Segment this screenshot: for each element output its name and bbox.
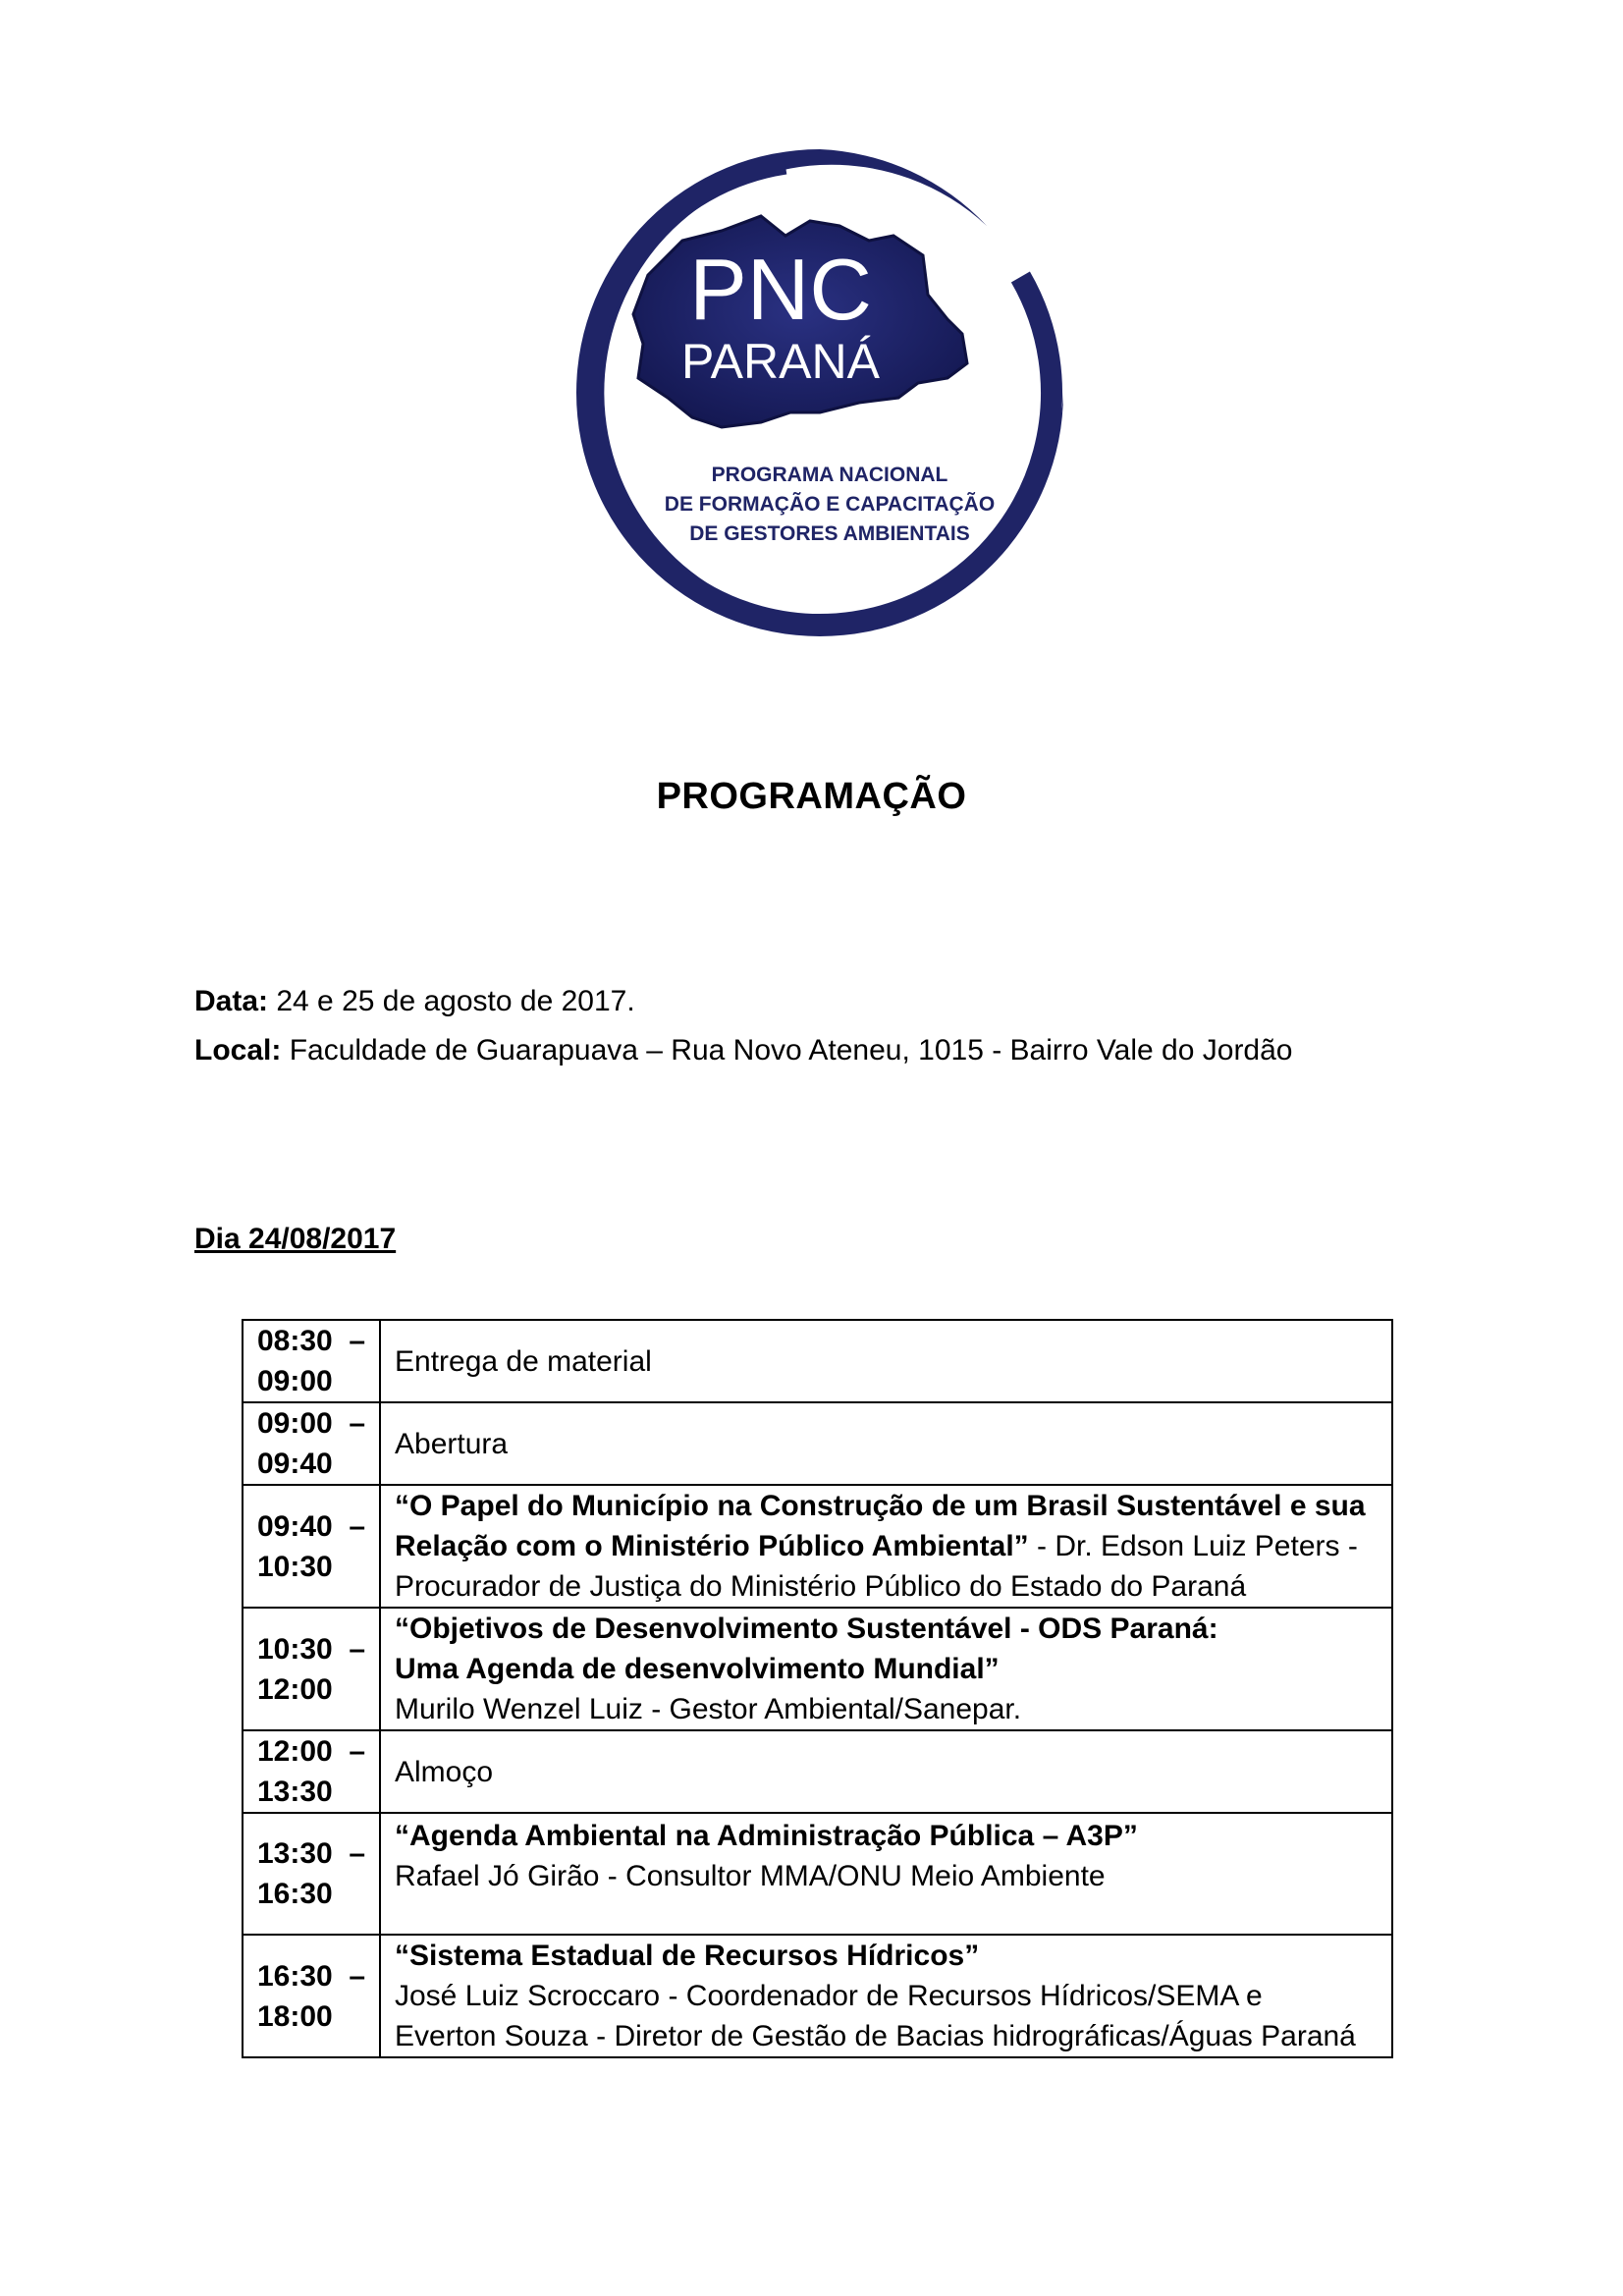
- time-cell: 12:00 – 13:30: [243, 1730, 380, 1813]
- svg-text:DE FORMAÇÃO E CAPACITAÇÃO: DE FORMAÇÃO E CAPACITAÇÃO: [664, 493, 996, 516]
- activity-cell: Entrega de material: [380, 1320, 1392, 1402]
- speaker: Everton Souza - Diretor de Gestão de Bacias hidrográficas/Águas Paraná: [395, 2020, 1356, 2052]
- talk-title: “Sistema Estadual de Recursos Hídricos”: [395, 1940, 980, 1972]
- date-value: 24 e 25 de agosto de 2017.: [268, 985, 635, 1017]
- time-cell: 09:40 – 10:30: [243, 1485, 380, 1608]
- event-location: [194, 1034, 1292, 1067]
- page-title: PROGRAMAÇÃO: [656, 776, 967, 817]
- talk-title: “Objetivos de Desenvolvimento Sustentável - ODS Paraná:: [395, 1613, 1218, 1645]
- speaker: - Dr. Edson Luiz Peters - Procurador de Justiça do Ministério Público do Estado do Paraná: [395, 1530, 1358, 1603]
- time-cell: 10:30 – 12:00: [243, 1608, 380, 1730]
- time-cell: 16:30 – 18:00: [243, 1935, 380, 2057]
- speaker: Rafael Jó Girão - Consultor MMA/ONU Meio Ambiente: [395, 1860, 1106, 1892]
- schedule-row: [243, 1813, 1392, 1935]
- activity-cell: [380, 1813, 1392, 1935]
- talk-title: “O Papel do Município na Construção de um Brasil Sustentável e sua Relação com o Ministério Público Ambiental”: [395, 1490, 1366, 1562]
- speaker: Murilo Wenzel Luiz - Gestor Ambiental/Sanepar.: [395, 1693, 1022, 1725]
- activity-cell: [380, 1485, 1392, 1608]
- time-cell: 08:30 – 09:00: [243, 1320, 380, 1402]
- schedule-row: [243, 1730, 1392, 1813]
- schedule-row: [243, 1320, 1392, 1402]
- location-label: Local:: [194, 1034, 282, 1066]
- time-cell: 09:00 – 09:40: [243, 1402, 380, 1485]
- time-cell: 13:30 – 16:30: [243, 1813, 380, 1935]
- talk-title: “Agenda Ambiental na Administração Pública – A3P”: [395, 1820, 1138, 1852]
- svg-text:DE GESTORES AMBIENTAIS: DE GESTORES AMBIENTAIS: [689, 522, 970, 545]
- schedule-row: [243, 1402, 1392, 1485]
- speaker: José Luiz Scroccaro - Coordenador de Recursos Hídricos/SEMA e: [395, 1980, 1263, 2012]
- date-label: Data:: [194, 985, 269, 1017]
- schedule-row: [243, 1935, 1392, 2057]
- activity-cell: Abertura: [380, 1402, 1392, 1485]
- svg-text:PROGRAMA NACIONAL: PROGRAMA NACIONAL: [711, 464, 948, 486]
- location-value: Faculdade de Guarapuava – Rua Novo Ateneu, 1015 - Bairro Vale do Jordão: [281, 1034, 1293, 1066]
- talk-title: Uma Agenda de desenvolvimento Mundial”: [395, 1653, 1000, 1685]
- schedule-table: [242, 1319, 1393, 2058]
- event-date: [194, 985, 635, 1018]
- pnc-parana-logo: [574, 147, 1065, 638]
- activity-cell: Almoço: [380, 1730, 1392, 1813]
- activity-cell: [380, 1935, 1392, 2057]
- schedule-row: [243, 1485, 1392, 1608]
- schedule-row: [243, 1608, 1392, 1730]
- activity-cell: [380, 1608, 1392, 1730]
- day-heading: Dia 24/08/2017: [194, 1223, 397, 1255]
- logo-title-pnc: PNC: [689, 241, 872, 338]
- logo-title-parana: PARANÁ: [681, 334, 880, 389]
